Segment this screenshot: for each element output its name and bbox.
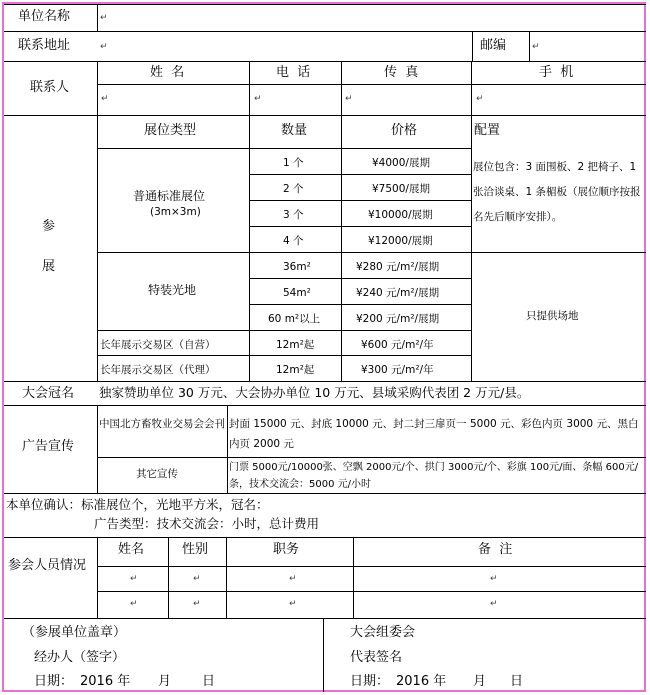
contact-header-mobile: 手 机 (539, 65, 574, 80)
config-header: 配置 (474, 123, 501, 138)
attendee-2-gender-field[interactable]: ↵ (193, 599, 201, 609)
longterm-qty-2: 12m²起 (276, 364, 315, 376)
raw-space-title: 特装光地 (148, 283, 197, 297)
raw-price-2: ¥240 元/m²/展期 (356, 287, 440, 299)
title-sponsor-label: 大会冠名 (22, 386, 75, 401)
contact-phone-field[interactable]: ↵ (254, 94, 262, 104)
standard-booth-title: 普通标准展位 (133, 189, 206, 203)
exhibit-label-2: 展 (42, 259, 56, 274)
other-promo-name: 其它宣传 (136, 468, 178, 480)
page-border (2, 2, 646, 692)
left-date-prefix: 日期： (34, 674, 74, 689)
longterm-price-2: ¥300 元/m²/年 (361, 364, 434, 376)
attendee-1-gender-field[interactable]: ↵ (193, 574, 201, 584)
seal-label: （参展单位盖章） (22, 625, 127, 640)
contact-header-name: 姓 名 (150, 65, 185, 80)
std-qty-4: 4 个 (283, 235, 304, 247)
raw-qty-1: 36m² (283, 261, 311, 273)
price-header: 价格 (391, 123, 418, 138)
contact-mobile-field[interactable]: ↵ (476, 94, 484, 104)
left-date-month: 月 (158, 674, 172, 689)
attendee-header-name: 姓名 (118, 542, 145, 557)
contact-name-field[interactable]: ↵ (101, 94, 109, 104)
right-date-prefix: 日期： (350, 674, 390, 689)
raw-config-text: 只提供场地 (526, 310, 579, 322)
longterm-qty-1: 12m²起 (276, 339, 315, 351)
representative-signature-label: 代表签名 (350, 650, 403, 665)
postcode-field[interactable]: ↵ (532, 42, 540, 52)
right-date-day: 日 (510, 674, 524, 689)
std-price-4: ¥12000/展期 (368, 235, 433, 247)
std-qty-2: 2 个 (283, 183, 304, 195)
confirm-line-1: 本单位确认：标准展位个，光地平方米，冠名： (6, 497, 269, 512)
raw-price-3: ¥200 元/m²/展期 (356, 313, 440, 325)
journal-name: 中国北方畜牧业交易会会刊 (99, 418, 225, 430)
agent-signature-label: 经办人（签字） (34, 650, 126, 665)
ads-label: 广告宣传 (22, 439, 75, 454)
quantity-header: 数量 (281, 123, 308, 138)
journal-prices: 封面 15000 元、封底 10000 元、封二封三扉页一 5000 元、彩色内页 3000 元、黑白内页 2000 元 (229, 418, 639, 450)
attendee-2-name-field[interactable]: ↵ (130, 599, 138, 609)
raw-price-1: ¥280 元/m²/展期 (356, 261, 440, 273)
std-price-2: ¥7500/展期 (372, 183, 430, 195)
right-date-month: 月 (473, 674, 487, 689)
std-price-1: ¥4000/展期 (372, 157, 430, 169)
attendee-2-notes-field[interactable]: ↵ (490, 599, 498, 609)
unit-name-label: 单位名称 (18, 9, 71, 24)
attendees-label: 参会人员情况 (8, 558, 87, 573)
address-field[interactable]: ↵ (100, 42, 108, 52)
longterm-price-1: ¥600 元/m²/年 (361, 339, 434, 351)
longterm-type-1: 长年展示交易区（自营） (100, 339, 216, 351)
standard-config-text: 展位包含：3 面围板、2 把椅子、1 张洽谈桌、1 条楣板（展位顺序按报名先后顺序安排）。 (473, 161, 641, 223)
attendee-header-title: 职务 (273, 542, 300, 557)
attendee-header-gender: 性别 (182, 542, 209, 557)
raw-qty-2: 54m² (283, 287, 311, 299)
title-sponsor-text: 独家赞助单位 30 万元、大会协办单位 10 万元、县域采购代表团 2 万元/县。 (99, 385, 530, 400)
longterm-type-2: 长年展示交易区（代理） (100, 364, 216, 376)
postcode-label: 邮编 (480, 38, 507, 53)
contact-header-fax: 传 真 (384, 65, 419, 80)
unit-name-field[interactable]: ↵ (100, 13, 108, 23)
contact-header-phone: 电 话 (276, 65, 311, 80)
left-date-year: 2016 年 (80, 674, 131, 689)
confirm-line-2: 广告类型：技术交流会：小时，总计费用 (94, 516, 320, 531)
raw-qty-3: 60 m²以上 (268, 313, 321, 325)
contact-fax-field[interactable]: ↵ (345, 94, 353, 104)
attendee-1-title-field[interactable]: ↵ (289, 574, 297, 584)
address-label: 联系地址 (18, 38, 71, 53)
standard-booth-size: (3m×3m) (150, 206, 201, 218)
std-price-3: ¥10000/展期 (368, 209, 433, 221)
attendee-1-name-field[interactable]: ↵ (130, 574, 138, 584)
booth-type-header: 展位类型 (144, 123, 197, 138)
contact-label: 联系人 (30, 80, 70, 95)
committee-label: 大会组委会 (350, 625, 416, 640)
std-qty-3: 3 个 (283, 209, 304, 221)
attendee-1-notes-field[interactable]: ↵ (490, 574, 498, 584)
left-date-day: 日 (202, 674, 216, 689)
exhibit-label-1: 参 (42, 219, 56, 234)
right-date-year: 2016 年 (396, 674, 447, 689)
other-promo-prices: 门票 5000元/10000张、空飘 2000元/个、拱门 3000元/个、彩旗 100元/面、条幅 600元/条，技术交流会：5000 元/小时 (229, 462, 639, 490)
attendee-header-notes: 备 注 (478, 542, 513, 557)
attendee-2-title-field[interactable]: ↵ (289, 599, 297, 609)
std-qty-1: 1 个 (283, 157, 304, 169)
